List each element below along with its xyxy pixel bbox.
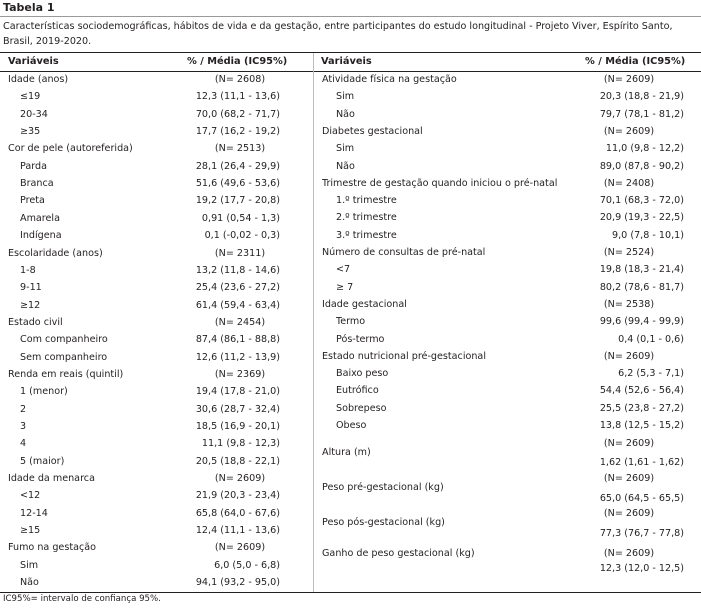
row-value: 51,6 (49,6 - 53,6) bbox=[195, 178, 280, 190]
row-value: 19,2 (17,7 - 20,8) bbox=[195, 195, 280, 207]
row-label: 9-11 bbox=[20, 282, 42, 294]
row-value: (N= 2609) bbox=[603, 508, 655, 519]
row-label: 1.º trimestre bbox=[336, 195, 397, 207]
row-label: Altura (m) bbox=[322, 447, 371, 458]
row-value: 19,4 (17,8 - 21,0) bbox=[195, 386, 280, 398]
right-column bbox=[313, 53, 701, 592]
row-label: Sim bbox=[336, 143, 355, 155]
row-value: 0,91 (0,54 - 1,3) bbox=[201, 212, 280, 224]
row-value: (N= 2609) bbox=[603, 438, 655, 449]
row-value: 79,7 (78,1 - 81,2) bbox=[599, 108, 684, 120]
row-label: 3.º trimestre bbox=[336, 229, 397, 241]
row-label: 1 (menor) bbox=[20, 386, 68, 398]
row-value: (N= 2609) bbox=[603, 548, 655, 559]
row-value: (N= 2608) bbox=[214, 74, 266, 85]
row-value: (N= 2408) bbox=[603, 177, 655, 189]
row-label: Idade da menarca bbox=[8, 473, 95, 485]
header-right-stat: % / Média (IC95%) bbox=[585, 56, 686, 67]
row-label: Obeso bbox=[336, 420, 367, 431]
row-label: <7 bbox=[336, 264, 351, 276]
row-label: Com companheiro bbox=[20, 334, 108, 346]
row-label: Peso pré-gestacional (kg) bbox=[322, 482, 444, 493]
row-value: (N= 2524) bbox=[603, 247, 655, 258]
row-value: 87,4 (86,1 - 88,8) bbox=[195, 334, 280, 346]
row-value: 65,0 (64,5 - 65,5) bbox=[599, 493, 684, 504]
row-value: 20,9 (19,3 - 22,5) bbox=[599, 212, 684, 224]
row-value: 94,1 (93,2 - 95,0) bbox=[195, 577, 280, 589]
row-label: Sobrepeso bbox=[336, 402, 387, 414]
row-value: 89,0 (87,8 - 90,2) bbox=[599, 160, 684, 172]
header-left-variables: Variáveis bbox=[8, 56, 59, 67]
row-label: Branca bbox=[20, 178, 54, 190]
row-value: 25,4 (23,6 - 27,2) bbox=[195, 282, 280, 294]
row-label: 12-14 bbox=[20, 507, 48, 519]
row-value: 12,4 (11,1 - 13,6) bbox=[195, 525, 280, 537]
left-column bbox=[0, 53, 313, 592]
row-value: 0,4 (0,1 - 0,6) bbox=[618, 333, 684, 345]
row-label: Número de consultas de pré-natal bbox=[322, 247, 486, 258]
row-value: 13,2 (11,8 - 14,6) bbox=[195, 264, 280, 276]
row-value: (N= 2311) bbox=[214, 247, 266, 259]
row-value: (N= 2609) bbox=[603, 125, 655, 137]
row-label: 4 bbox=[20, 438, 27, 450]
row-label: Ganho de peso gestacional (kg) bbox=[322, 548, 475, 559]
row-value: (N= 2369) bbox=[214, 368, 266, 380]
row-value: 80,2 (78,6 - 81,7) bbox=[599, 281, 684, 293]
row-value: (N= 2609) bbox=[214, 473, 266, 485]
row-label: Estado civil bbox=[8, 316, 63, 328]
row-label: Fumo na gestação bbox=[8, 542, 97, 554]
row-value: 0,1 (-0,02 - 0,3) bbox=[204, 230, 280, 242]
row-label: Atividade física na gestação bbox=[322, 74, 457, 85]
row-value: 77,3 (76,7 - 77,8) bbox=[599, 528, 684, 539]
top-rule bbox=[0, 16, 701, 17]
row-label: Não bbox=[336, 108, 355, 120]
row-value: 12,3 (11,1 - 13,6) bbox=[195, 91, 280, 103]
row-value: 6,0 (5,0 - 6,8) bbox=[214, 559, 280, 571]
table-label: Tabela 1 bbox=[3, 1, 55, 14]
row-label: Diabetes gestacional bbox=[322, 125, 423, 137]
row-label: 2 bbox=[20, 403, 27, 415]
row-value: 61,4 (59,4 - 63,4) bbox=[195, 299, 280, 311]
row-label: Peso pós-gestacional (kg) bbox=[322, 517, 445, 528]
row-value: 12,6 (11,2 - 13,9) bbox=[195, 351, 280, 363]
row-value: 1,62 (1,61 - 1,62) bbox=[599, 457, 684, 468]
row-label: Sim bbox=[20, 559, 39, 571]
row-label: ≥15 bbox=[20, 525, 41, 537]
row-value: 20,3 (18,8 - 21,9) bbox=[599, 91, 684, 103]
row-value: 13,8 (12,5 - 15,2) bbox=[599, 420, 684, 431]
data-table bbox=[0, 52, 701, 593]
header-right-variables: Variáveis bbox=[321, 56, 372, 67]
row-label: Cor de pele (autoreferida) bbox=[8, 143, 133, 155]
row-value: (N= 2609) bbox=[214, 542, 266, 554]
table-caption: Características sociodemográficas, hábitos de vida e da gestação, entre participantes do estudo longitudinal - Projeto Viver, Espírito Santo, Brasil, 2019-2020. bbox=[3, 21, 673, 47]
row-value: 19,8 (18,3 - 21,4) bbox=[599, 264, 684, 276]
header-left-stat: % / Média (IC95%) bbox=[187, 56, 288, 67]
row-value: (N= 2513) bbox=[214, 143, 266, 155]
row-label: Não bbox=[336, 160, 355, 172]
row-value: 20,5 (18,8 - 22,1) bbox=[195, 455, 280, 467]
row-label: <12 bbox=[20, 490, 41, 502]
row-value: (N= 2609) bbox=[603, 74, 655, 85]
footnote: IC95%= intervalo de confiança 95%. bbox=[3, 594, 161, 604]
row-label: Renda em reais (quintil) bbox=[8, 368, 124, 380]
row-label: ≥ 7 bbox=[336, 281, 354, 293]
row-label: 1-8 bbox=[20, 264, 36, 276]
row-value: (N= 2538) bbox=[603, 298, 655, 310]
row-label: Preta bbox=[20, 195, 45, 207]
row-value: 65,8 (64,0 - 67,6) bbox=[195, 507, 280, 519]
row-label: 20-34 bbox=[20, 108, 48, 120]
row-value: 6,2 (5,3 - 7,1) bbox=[618, 368, 684, 380]
row-label: ≤19 bbox=[20, 91, 41, 103]
row-value: 54,4 (52,6 - 56,4) bbox=[599, 385, 684, 397]
row-label: Sem companheiro bbox=[20, 351, 108, 363]
row-label: 5 (maior) bbox=[20, 455, 65, 467]
row-value: 11,1 (9,8 - 12,3) bbox=[201, 438, 280, 450]
row-value: 17,7 (16,2 - 19,2) bbox=[195, 126, 280, 138]
row-value: 21,9 (20,3 - 23,4) bbox=[195, 490, 280, 502]
row-label: Amarela bbox=[20, 212, 60, 224]
row-label: ≥35 bbox=[20, 126, 41, 138]
row-label: ≥12 bbox=[20, 299, 41, 311]
row-label: Termo bbox=[336, 316, 366, 328]
row-label: Sim bbox=[336, 91, 355, 103]
row-value: (N= 2454) bbox=[214, 316, 266, 328]
row-value: 18,5 (16,9 - 20,1) bbox=[195, 421, 280, 432]
row-label: Não bbox=[20, 577, 39, 589]
row-label: 3 bbox=[20, 421, 27, 432]
row-value: 25,5 (23,8 - 27,2) bbox=[599, 402, 684, 414]
row-label: Idade gestacional bbox=[322, 298, 407, 310]
row-label: Baixo peso bbox=[336, 368, 389, 380]
row-value: 30,6 (28,7 - 32,4) bbox=[195, 403, 280, 415]
row-value: 11,0 (9,8 - 12,2) bbox=[605, 143, 684, 155]
row-value: 70,0 (68,2 - 71,7) bbox=[195, 108, 280, 120]
row-label: Estado nutricional pré-gestacional bbox=[322, 350, 486, 362]
row-label: Pós-termo bbox=[336, 333, 385, 345]
row-label: Escolaridade (anos) bbox=[8, 247, 103, 259]
row-value: 70,1 (68,3 - 72,0) bbox=[599, 195, 684, 207]
row-label: Trimestre de gestação quando iniciou o pré-natal bbox=[322, 177, 558, 189]
row-value: 28,1 (26,4 - 29,9) bbox=[195, 160, 280, 172]
row-value: 99,6 (99,4 - 99,9) bbox=[599, 316, 684, 328]
row-value: 12,3 (12,0 - 12,5) bbox=[599, 563, 684, 574]
row-label: Parda bbox=[20, 160, 47, 172]
row-label: 2.º trimestre bbox=[336, 212, 397, 224]
row-value: (N= 2609) bbox=[603, 473, 655, 484]
row-label: Indígena bbox=[20, 230, 62, 242]
row-label: Eutrófico bbox=[336, 385, 379, 397]
row-label: Idade (anos) bbox=[8, 74, 69, 85]
row-value: (N= 2609) bbox=[603, 350, 655, 362]
row-value: 9,0 (7,8 - 10,1) bbox=[612, 229, 684, 241]
